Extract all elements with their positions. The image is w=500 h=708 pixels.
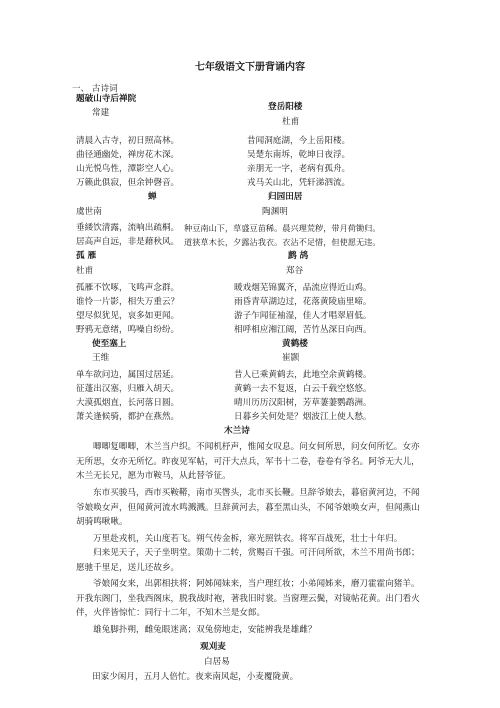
poem-paragraph: 唧唧复唧唧，木兰当户织。不闻机杼声，惟闻女叹息。问女何所思，问女何所忆。女亦无所思，女亦无所忆。昨夜见军帖，可汗大点兵，军书十二卷，卷卷有爷名。阿爷无大儿，木兰无长兄，愿为市鞍马，从此替爷征。: [76, 442, 420, 481]
poem-title: 题破山寺后禅院: [76, 94, 137, 104]
poem-paragraph: 爷娘闻女来，出郭相扶将；阿姊闻妹来，当户理红妆；小弟闻姊来，磨刀霍霍向猪羊。开我东阁门，坐我西阁床，脱我战时袍，著我旧时裳。当窗理云鬓，对镜帖花黄。出门看火伴，火伴皆惊忙：同行十二年，不知木兰是女郎。: [76, 579, 420, 618]
poem-title: 登岳阳楼: [268, 102, 303, 112]
section-heading: 一、 古诗词: [72, 84, 118, 94]
poem-author: 郑谷: [286, 266, 304, 276]
poem-line: 吴楚东南坼，乾坤日夜浮。: [247, 150, 351, 160]
poem-line: 万籁此俱寂，但余钟磬音。: [76, 178, 180, 188]
poem-line: 垂緌饮清露，流响出疏桐。: [76, 223, 180, 233]
poem-line: 谁怜一片影，相失万重云？: [76, 297, 180, 307]
poem-paragraph: 雄兔脚扑朔，雌兔眼迷离；双兔傍地走，安能辨我是雄雌？: [93, 625, 317, 635]
poem-line: 田家少闲月，五月人倍忙。夜来南风起，小麦覆陇黄。: [92, 672, 299, 682]
poem-line: 道狭草木长，夕露沾我衣。衣沾不足惜，但使愿无违。: [184, 237, 381, 247]
poem-paragraph: 归来见天子，天子坐明堂。策勋十二转，赏赐百千强。可汗问所欲，木兰不用尚书郎；愿驰千里足，送儿还故乡。: [76, 548, 420, 573]
poem-line: 黄鹤一去不复返，白云千载空悠悠。: [234, 384, 372, 394]
poem-line: 曲径通幽处，禅房花木深。: [76, 150, 180, 160]
poem-paragraph: 万里赴戎机，关山度若飞。朔气传金柝，寒光照铁衣。将军百战死，壮士十年归。: [93, 534, 403, 544]
poem-line: 昔闻洞庭湖，今上岳阳楼。: [247, 136, 351, 146]
poem-title: 木兰诗: [224, 426, 250, 436]
poem-line: 单车欲问边，属国过居延。: [76, 370, 180, 380]
poem-line: 大漠孤烟直，长河落日圆。: [76, 398, 180, 408]
poem-line: 游子乍闻征袖湿，佳人才唱翠眉低。: [234, 311, 372, 321]
poem-line: 相呼相应湘江阔，苦竹丛深日向西。: [234, 325, 372, 335]
poem-line: 征蓬出汉塞，归雁入胡天。: [76, 384, 180, 394]
poem-line: 萧关逢候骑，都护在燕然。: [76, 412, 180, 422]
poem-author: 杜甫: [282, 117, 300, 127]
poem-title: 鹧 鸪: [288, 251, 309, 261]
poem-title: 观刈麦: [200, 642, 226, 652]
poem-line: 暖戏烟芜锦翼齐，品流应得近山鸡。: [234, 283, 372, 293]
poem-line: 野鸦无意绪，鸣噪自纷纷。: [76, 325, 180, 335]
poem-line: 孤雁不饮啄，飞鸣声念群。: [76, 283, 180, 293]
poem-author: 常建: [92, 108, 110, 118]
poem-author: 白居易: [204, 657, 230, 667]
poem-line: 昔人已乘黄鹤去，此地空余黄鹤楼。: [234, 370, 372, 380]
poem-line: 亲朋无一字，老病有孤舟。: [247, 164, 351, 174]
poem-line: 居高声自远，非是藉秋风。: [76, 237, 180, 247]
poem-line: 山光悦鸟性，潭影空人心。: [76, 164, 180, 174]
poem-line: 日暮乡关何处是？烟波江上使人愁。: [234, 412, 372, 422]
poem-title: 孤 雁: [76, 251, 97, 261]
poem-title: 黄鹤楼: [282, 339, 308, 349]
poem-author: 杜甫: [76, 266, 94, 276]
poem-line: 清晨入古寺，初日照高林。: [76, 136, 180, 146]
poem-line: 戎马关山北，凭轩涕泗流。: [247, 178, 351, 188]
poem-line: 晴川历历汉阳树，芳草萋萋鹦鹉洲。: [234, 398, 372, 408]
page-title: 七年级语文下册背诵内容: [195, 62, 305, 73]
poem-line: 雨昏青草湖边过，花落黄陵庙里啼。: [234, 297, 372, 307]
poem-title: 蝉: [148, 192, 157, 202]
poem-paragraph: 东市买骏马，西市买鞍鞯，南市买辔头，北市买长鞭。旦辞爷娘去，暮宿黄河边，不闻爷娘唤女声，但闻黄河流水鸣溅溅。旦辞黄河去，暮至黑山头，不闻爷娘唤女声，但闻燕山胡骑鸣啾啾。: [76, 488, 420, 527]
poem-title: 使至塞上: [92, 339, 127, 349]
poem-line: 种豆南山下，草盛豆苗稀。晨兴理荒秽，带月荷锄归。: [184, 223, 381, 233]
poem-author: 王维: [92, 353, 110, 363]
poem-author: 虞世南: [76, 207, 102, 217]
poem-line: 望尽似犹见，哀多如更闻。: [76, 311, 180, 321]
poem-author: 陶渊明: [262, 207, 288, 217]
poem-title: 归园田居: [268, 192, 303, 202]
poem-author: 崔颢: [282, 353, 300, 363]
